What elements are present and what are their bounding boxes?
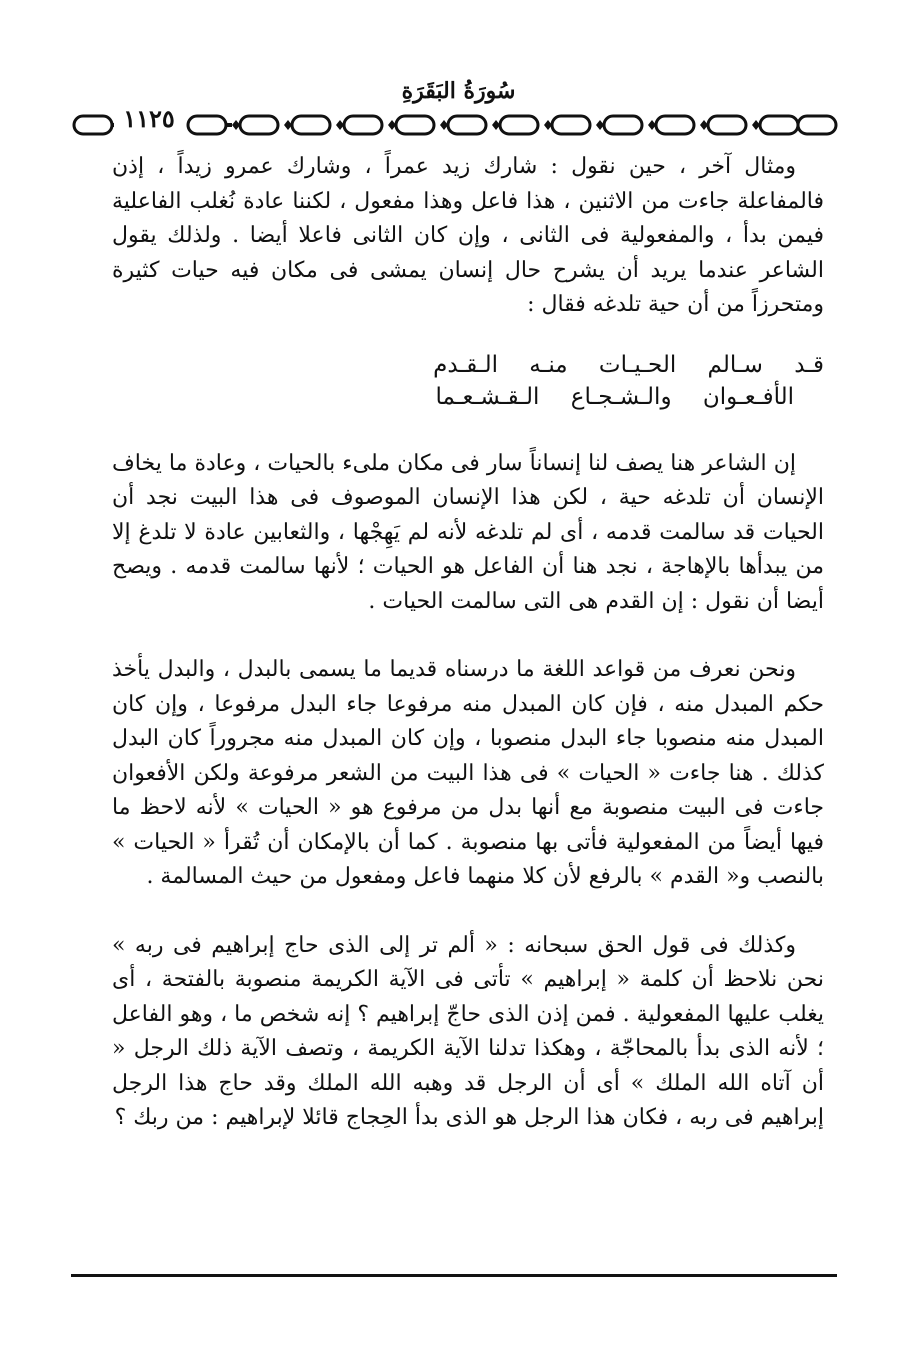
verse-line: قـد سـالم الحـيـات منـه الـقـدم	[433, 351, 824, 378]
paragraph-gap	[112, 413, 824, 447]
paragraph: إن الشاعر هنا يصف لنا إنساناً سار فى مكان ملىء بالحيات ، وعادة ما يخاف الإنسان أن تلدغه حية ، لكن هذا الإنسان الموصوف فى هذا البيت نجد أن الحيات قد سالمت قدمه ، أى لم تلدغه لأنه لم يَهِجْها ، والثعابين عادة لا تلدغ إلا من يبدأها بالإهاجة ، نجد هنا أن الفاعل هو الحيات ؛ لأنها سالمت قدمه . ويصح أيضا أن نقول : إن القدم هى التى سالمت الحيات .	[112, 450, 824, 614]
paragraph: ومثال آخر ، حين نقول : شارك زيد عمراً ، وشارك عمرو زيداً ، إذن فالمفاعلة جاءت من الاثنين ، هذا فاعل وهذا مفعول ، لكننا عادة نُغلب الفاعلية فيمن بدأ ، والمفعولية فى الثانى ، وإن كان الثانى فاعلا أيضا . ولذلك يقول الشاعر عندما يريد أن يشرح حال إنسان يمشى فى مكان فيه حيات كثيرة ومتحرزاً من أن حية تلدغه فقال :	[112, 154, 824, 317]
ornamental-border	[70, 106, 840, 144]
body-text	[112, 150, 824, 1136]
footer-rule	[71, 1274, 837, 1277]
page-number: ١١٢٥	[114, 104, 184, 134]
paragraph: وكذلك فى قول الحق سبحانه : « ألم تر إلى الذى حاج إبراهيم فى ربه » نحن نلاحظ أن كلمة « إبراهيم » تأتى فى الآية الكريمة منصوبة بالفتحة ، أى يغلب عليها المفعولية . فمن إذن الذى حاجّ إبراهيم ؟ إنه شخص ما ، وهو الفاعل ؛ لأنه الذى بدأ بالمحاجّة ، وهكذا تدلنا الآية الكريمة ، وتصف الآية ذلك الرجل « أن آتاه الله الملك » أى أن الرجل قد وهبه الله الملك وقد حاج هذا الرجل إبراهيم فى ربه ، فكان هذا الرجل هو الذى بدأ الحِجاج قائلا لإبراهيم : من ربك ؟	[112, 932, 824, 1130]
paragraph-gap	[112, 619, 824, 653]
paragraph-gap	[112, 895, 824, 929]
surah-title: سُورَةُ البَقَرَةِ	[401, 78, 516, 104]
paragraph: ونحن نعرف من قواعد اللغة ما درسناه قديما ما يسمى بالبدل ، والبدل يأخذ حكم المبدل منه ، فإن كان المبدل منه مرفوعا جاء البدل مرفوعا ، وإن كان المبدل منه منصوبا جاء البدل منصوبا ، وإن كان المبدل منه مجروراً كان البدل كذلك . هنا جاءت « الحيات » فى هذا البيت من الشعر مرفوعة ولكن الأفعوان جاءت فى البيت منصوبة مع أنها بدل من مرفوع هو « الحيات » لأنه لاحظ ما فيها أيضاً من المفعولية فأتى بها منصوبة . كما أن بالإمكان أن تُقرأ « الحيات » بالنصب و« القدم » بالرفع لأن كلا منهما فاعل ومفعول من حيث المسالمة .	[112, 657, 824, 889]
verse-line: الأفـعـوان والـشـجـاع الـقـشـعـما	[435, 383, 794, 410]
poem-verse	[112, 349, 824, 413]
